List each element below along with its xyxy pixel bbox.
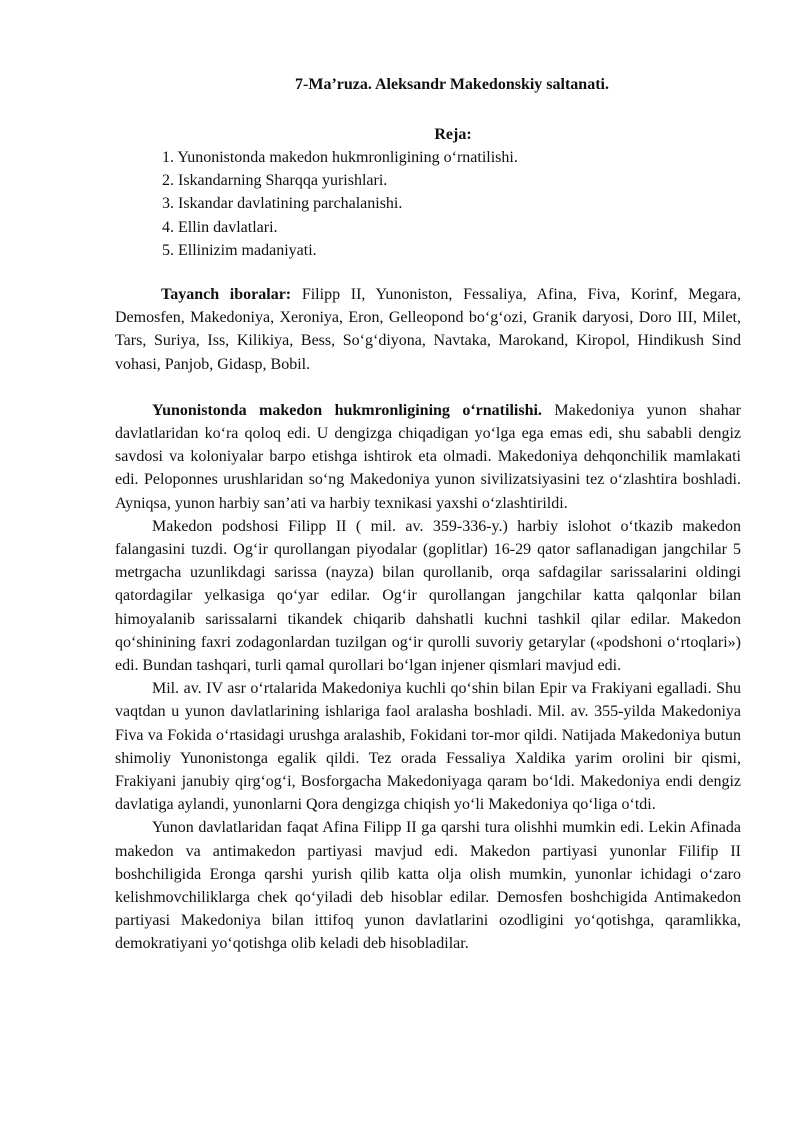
paragraph-text: Makedon podshosi Filipp II ( mil. av. 359-336-y.) harbiy islohot o‘tkazib makedon falangasini tuzdi. Og‘ir qurollangan piyodalar (goplitlar) 16-29 qator saflanadigan jangchilar 5 metrgacha uzunlikdagi sarissa (nayza) bilan qurollanib, orqa safdagilar sarissalarini oldingi qatordagilar yelkasiga qo‘yar edilar. Og‘ir qurollangan jangchilar katta qalqonlar bilan himoyalanib sarissalarni tikandek chiqarib dahshatli kuchni tashkil qilar edilar. Makedon qo‘shinining faxri zodagonlardan tuzilgan og‘ir qurolli suvoriy getarylar («podshoni o‘rtoqlari») edi. Bundan tashqari, turli qamal qurollari bo‘lgan injener qismlari mavjud edi. (115, 517, 741, 675)
keywords-label: Tayanch iboralar: (161, 286, 292, 303)
body-paragraph (115, 515, 741, 677)
body-paragraph (115, 816, 741, 955)
plan-heading: Reja: (434, 126, 472, 143)
plan-list (162, 146, 518, 262)
lecture-title: 7-Ma’ruza. Aleksandr Makedonskiy saltanati. (295, 76, 609, 93)
body-paragraph (115, 677, 741, 816)
plan-item: 1. Yunonistonda makedon hukmronligining o‘rnatilishi. (162, 149, 518, 166)
document-body (115, 283, 741, 956)
body-paragraph (115, 399, 741, 515)
plan-item: 3. Iskandar davlatining parchalanishi. (162, 195, 403, 213)
section-heading: Yunonistonda makedon hukmronligining o‘rnatilishi. (152, 401, 542, 419)
plan-item: 5. Ellinizim madaniyati. (162, 241, 317, 259)
plan-item: 4. Ellin davlatlari. (162, 218, 278, 236)
paragraph-text: Yunon davlatlaridan faqat Afina Filipp II ga qarshi tura olishhi mumkin edi. Lekin Afinada makedon va antimakedon partiyasi mavjud edi. Makedon partiyasi yunonlar Filifip II boshchiligida Eronga qarshi yurish qilib katta olja olish mumkin, yunonlar ichidagi o‘zaro kelishmovchiliklarga chek qo‘yiladi deb hisoblar edilar. Demosfen boshchigida Antimakedon partiyasi Makedoniya bilan ittifoq yunon davlatlarini ozodligini yo‘qotishga, qaramlikka, demokratiyani yo‘qotishga olib keladi deb hisobladilar. (115, 819, 741, 953)
keywords-paragraph (115, 283, 741, 376)
paragraph-text: Makedoniya yunon shahar davlatlaridan ko‘ra qoloq edi. U dengizga chiqadigan yo‘lga ega emas edi, shu sababli dengiz savdosi va koloniyalar barpo etishga ishtirok eta olmadi. Makedoniya dehqonchilik mamlakati edi. Peloponnes urushlaridan so‘ng Makedoniya yunon sivilizatsiyasini tez o‘zlashtira boshladi. Ayniqsa, yunon harbiy san’ati va harbiy texnikasi yaxshi o‘zlashtirildi. (115, 401, 742, 512)
plan-item: 2. Iskandarning Sharqqa yurishlari. (162, 172, 388, 190)
paragraph-text: Mil. av. IV asr o‘rtalarida Makedoniya kuchli qo‘shin bilan Epir va Frakiyani egalladi. Shu vaqtdan u yunon davlatlarining ishlariga faol aralasha boshladi. Mil. av. 355-yilda Makedoniya Fiva va Fokida o‘rtasidagi urushga aralashib, Fokidani tor-mor qildi. Natijada Makedoniya butun shimoliy Yunonistonga egalik qildi. Tez orada Fessaliya Xaldika yarim orolini bir qismi, Frakiyani janubiy qirg‘og‘i, Bosforgacha Makedoniyaga qaram bo‘ldi. Makedoniya endi dengiz davlatiga aylandi, yunonlarni Qora dengizga chiqish yo‘li Makedoniya qo‘liga o‘tdi. (115, 680, 741, 814)
keywords-text: Filipp II, Yunoniston, Fessaliya, Afina, Fiva, Korinf, Megara, Demosfen, Makedoniya, Xeroniya, Eron, Gelleopond bo‘g‘ozi, Granik daryosi, Doro III, Milet, Tars, Suriya, Iss, Kilikiya, Bess, So‘g‘diyona, Navtaka, Marokand, Kiropol, Hindikush Sind vohasi, Panjob, Gidasp, Bobil. (115, 286, 741, 373)
